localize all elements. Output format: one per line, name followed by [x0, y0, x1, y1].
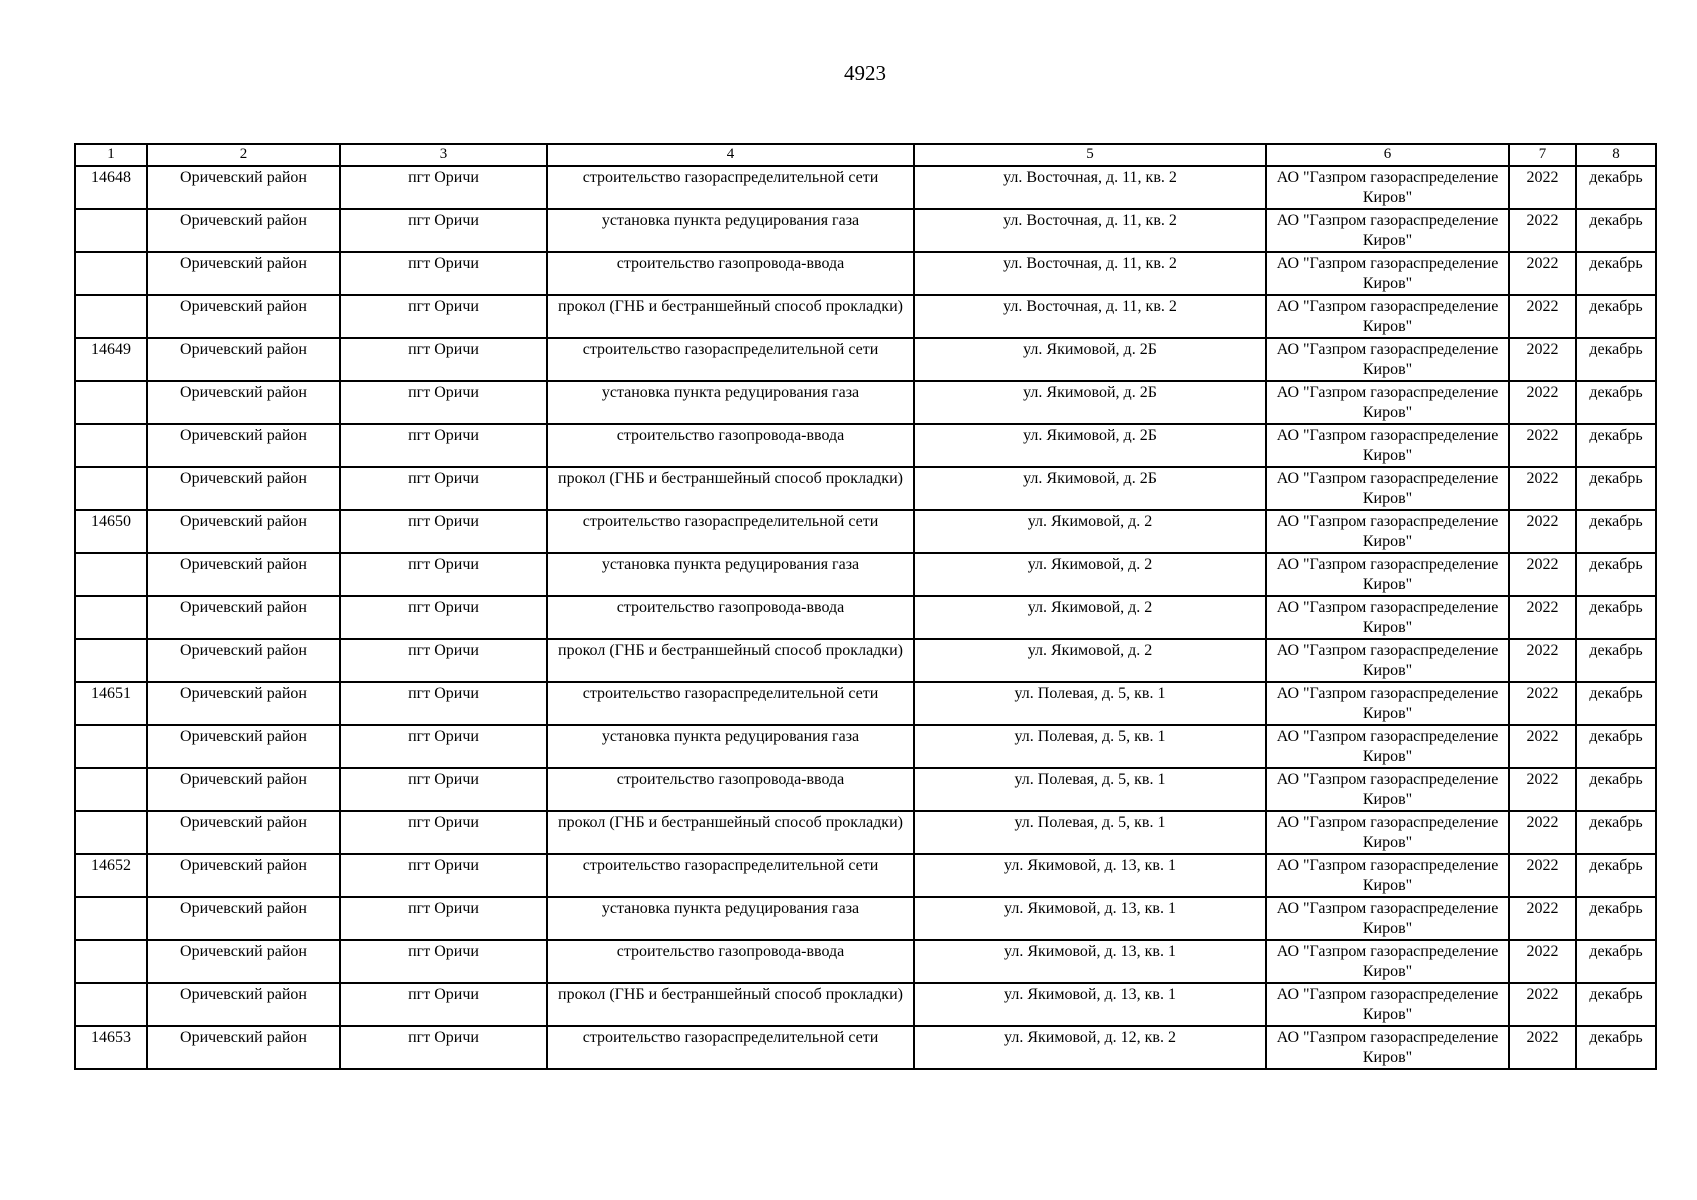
district-cell: Оричевский район — [147, 467, 340, 510]
table-row — [75, 897, 1656, 940]
organization-cell: АО "Газпром газораспределение Киров" — [1266, 682, 1509, 725]
work-type-cell: строительство газопровода-ввода — [547, 596, 914, 639]
organization-cell: АО "Газпром газораспределение Киров" — [1266, 940, 1509, 983]
organization-cell: АО "Газпром газораспределение Киров" — [1266, 811, 1509, 854]
year-cell: 2022 — [1509, 424, 1576, 467]
address-cell: ул. Якимовой, д. 13, кв. 1 — [914, 983, 1266, 1026]
address-cell: ул. Полевая, д. 5, кв. 1 — [914, 811, 1266, 854]
district-cell: Оричевский район — [147, 295, 340, 338]
settlement-cell: пгт Оричи — [340, 940, 547, 983]
settlement-cell: пгт Оричи — [340, 596, 547, 639]
table-row — [75, 596, 1656, 639]
settlement-cell: пгт Оричи — [340, 811, 547, 854]
district-cell: Оричевский район — [147, 940, 340, 983]
address-cell: ул. Якимовой, д. 13, кв. 1 — [914, 854, 1266, 897]
table-row — [75, 209, 1656, 252]
month-cell: декабрь — [1576, 768, 1656, 811]
organization-cell: АО "Газпром газораспределение Киров" — [1266, 166, 1509, 209]
object-number-cell — [75, 639, 147, 682]
address-cell: ул. Якимовой, д. 2Б — [914, 424, 1266, 467]
year-cell: 2022 — [1509, 295, 1576, 338]
settlement-cell: пгт Оричи — [340, 381, 547, 424]
work-type-cell: установка пункта редуцирования газа — [547, 725, 914, 768]
month-cell: декабрь — [1576, 424, 1656, 467]
address-cell: ул. Якимовой, д. 2Б — [914, 381, 1266, 424]
address-cell: ул. Якимовой, д. 2 — [914, 596, 1266, 639]
page-number: 4923 — [844, 61, 886, 85]
settlement-cell: пгт Оричи — [340, 209, 547, 252]
object-number-cell — [75, 381, 147, 424]
district-cell: Оричевский район — [147, 381, 340, 424]
organization-cell: АО "Газпром газораспределение Киров" — [1266, 768, 1509, 811]
work-type-cell: строительство газораспределительной сети — [547, 1026, 914, 1069]
organization-cell: АО "Газпром газораспределение Киров" — [1266, 1026, 1509, 1069]
table-row — [75, 166, 1656, 209]
object-number-cell — [75, 725, 147, 768]
organization-cell: АО "Газпром газораспределение Киров" — [1266, 639, 1509, 682]
district-cell: Оричевский район — [147, 725, 340, 768]
work-type-cell: строительство газораспределительной сети — [547, 682, 914, 725]
column-number-header: 6 — [1266, 144, 1509, 166]
month-cell: декабрь — [1576, 682, 1656, 725]
work-type-cell: прокол (ГНБ и бестраншейный способ прокладки) — [547, 811, 914, 854]
month-cell: декабрь — [1576, 596, 1656, 639]
district-cell: Оричевский район — [147, 983, 340, 1026]
object-number-cell — [75, 209, 147, 252]
organization-cell: АО "Газпром газораспределение Киров" — [1266, 897, 1509, 940]
month-cell: декабрь — [1576, 510, 1656, 553]
address-cell: ул. Якимовой, д. 13, кв. 1 — [914, 940, 1266, 983]
column-number-row — [75, 144, 1656, 166]
organization-cell: АО "Газпром газораспределение Киров" — [1266, 252, 1509, 295]
column-number-header: 5 — [914, 144, 1266, 166]
organization-cell: АО "Газпром газораспределение Киров" — [1266, 338, 1509, 381]
table-row — [75, 811, 1656, 854]
district-cell: Оричевский район — [147, 553, 340, 596]
address-cell: ул. Восточная, д. 11, кв. 2 — [914, 209, 1266, 252]
settlement-cell: пгт Оричи — [340, 1026, 547, 1069]
settlement-cell: пгт Оричи — [340, 424, 547, 467]
district-cell: Оричевский район — [147, 639, 340, 682]
column-number-header: 8 — [1576, 144, 1656, 166]
table-row — [75, 381, 1656, 424]
work-type-cell: строительство газопровода-ввода — [547, 768, 914, 811]
work-type-cell: установка пункта редуцирования газа — [547, 553, 914, 596]
settlement-cell: пгт Оричи — [340, 338, 547, 381]
year-cell: 2022 — [1509, 768, 1576, 811]
address-cell: ул. Полевая, д. 5, кв. 1 — [914, 768, 1266, 811]
column-number-header: 2 — [147, 144, 340, 166]
organization-cell: АО "Газпром газораспределение Киров" — [1266, 596, 1509, 639]
year-cell: 2022 — [1509, 252, 1576, 295]
settlement-cell: пгт Оричи — [340, 854, 547, 897]
organization-cell: АО "Газпром газораспределение Киров" — [1266, 725, 1509, 768]
column-number-header: 4 — [547, 144, 914, 166]
year-cell: 2022 — [1509, 897, 1576, 940]
work-type-cell: строительство газораспределительной сети — [547, 338, 914, 381]
address-cell: ул. Якимовой, д. 2Б — [914, 467, 1266, 510]
settlement-cell: пгт Оричи — [340, 983, 547, 1026]
settlement-cell: пгт Оричи — [340, 510, 547, 553]
address-cell: ул. Полевая, д. 5, кв. 1 — [914, 682, 1266, 725]
district-cell: Оричевский район — [147, 682, 340, 725]
work-type-cell: строительство газораспределительной сети — [547, 510, 914, 553]
settlement-cell: пгт Оричи — [340, 897, 547, 940]
column-number-header: 3 — [340, 144, 547, 166]
year-cell: 2022 — [1509, 1026, 1576, 1069]
object-number-cell: 14652 — [75, 854, 147, 897]
table-row — [75, 295, 1656, 338]
settlement-cell: пгт Оричи — [340, 682, 547, 725]
month-cell: декабрь — [1576, 553, 1656, 596]
table-row — [75, 854, 1656, 897]
object-number-cell — [75, 295, 147, 338]
month-cell: декабрь — [1576, 897, 1656, 940]
work-type-cell: прокол (ГНБ и бестраншейный способ прокладки) — [547, 639, 914, 682]
address-cell: ул. Якимовой, д. 12, кв. 2 — [914, 1026, 1266, 1069]
month-cell: декабрь — [1576, 639, 1656, 682]
address-cell: ул. Якимовой, д. 2 — [914, 553, 1266, 596]
address-cell: ул. Якимовой, д. 13, кв. 1 — [914, 897, 1266, 940]
table-body — [75, 166, 1656, 1069]
month-cell: декабрь — [1576, 295, 1656, 338]
address-cell: ул. Якимовой, д. 2Б — [914, 338, 1266, 381]
work-type-cell: прокол (ГНБ и бестраншейный способ прокладки) — [547, 983, 914, 1026]
work-type-cell: строительство газопровода-ввода — [547, 940, 914, 983]
object-number-cell — [75, 553, 147, 596]
object-number-cell: 14651 — [75, 682, 147, 725]
address-cell: ул. Полевая, д. 5, кв. 1 — [914, 725, 1266, 768]
table-row — [75, 639, 1656, 682]
year-cell: 2022 — [1509, 639, 1576, 682]
work-type-cell: строительство газораспределительной сети — [547, 166, 914, 209]
object-number-cell — [75, 940, 147, 983]
table-row — [75, 1026, 1656, 1069]
district-cell: Оричевский район — [147, 1026, 340, 1069]
object-number-cell — [75, 252, 147, 295]
organization-cell: АО "Газпром газораспределение Киров" — [1266, 295, 1509, 338]
work-type-cell: установка пункта редуцирования газа — [547, 897, 914, 940]
object-number-cell: 14650 — [75, 510, 147, 553]
district-cell: Оричевский район — [147, 596, 340, 639]
work-type-cell: установка пункта редуцирования газа — [547, 209, 914, 252]
month-cell: декабрь — [1576, 983, 1656, 1026]
settlement-cell: пгт Оричи — [340, 768, 547, 811]
district-cell: Оричевский район — [147, 897, 340, 940]
year-cell: 2022 — [1509, 553, 1576, 596]
settlement-cell: пгт Оричи — [340, 252, 547, 295]
object-number-cell — [75, 467, 147, 510]
settlement-cell: пгт Оричи — [340, 166, 547, 209]
year-cell: 2022 — [1509, 166, 1576, 209]
organization-cell: АО "Газпром газораспределение Киров" — [1266, 510, 1509, 553]
address-cell: ул. Восточная, д. 11, кв. 2 — [914, 166, 1266, 209]
work-type-cell: строительство газораспределительной сети — [547, 854, 914, 897]
object-number-cell — [75, 596, 147, 639]
table-row — [75, 682, 1656, 725]
object-number-cell — [75, 897, 147, 940]
month-cell: декабрь — [1576, 338, 1656, 381]
organization-cell: АО "Газпром газораспределение Киров" — [1266, 209, 1509, 252]
work-type-cell: установка пункта редуцирования газа — [547, 381, 914, 424]
object-number-cell — [75, 983, 147, 1026]
settlement-cell: пгт Оричи — [340, 467, 547, 510]
year-cell: 2022 — [1509, 940, 1576, 983]
year-cell: 2022 — [1509, 467, 1576, 510]
month-cell: декабрь — [1576, 725, 1656, 768]
year-cell: 2022 — [1509, 811, 1576, 854]
table-row — [75, 338, 1656, 381]
organization-cell: АО "Газпром газораспределение Киров" — [1266, 381, 1509, 424]
table-row — [75, 983, 1656, 1026]
work-type-cell: строительство газопровода-ввода — [547, 424, 914, 467]
object-number-cell: 14648 — [75, 166, 147, 209]
month-cell: декабрь — [1576, 1026, 1656, 1069]
district-cell: Оричевский район — [147, 209, 340, 252]
object-number-cell: 14653 — [75, 1026, 147, 1069]
year-cell: 2022 — [1509, 983, 1576, 1026]
settlement-cell: пгт Оричи — [340, 295, 547, 338]
month-cell: декабрь — [1576, 209, 1656, 252]
organization-cell: АО "Газпром газораспределение Киров" — [1266, 467, 1509, 510]
table-row — [75, 553, 1656, 596]
address-cell: ул. Восточная, д. 11, кв. 2 — [914, 295, 1266, 338]
address-cell: ул. Восточная, д. 11, кв. 2 — [914, 252, 1266, 295]
work-type-cell: строительство газопровода-ввода — [547, 252, 914, 295]
month-cell: декабрь — [1576, 381, 1656, 424]
settlement-cell: пгт Оричи — [340, 639, 547, 682]
organization-cell: АО "Газпром газораспределение Киров" — [1266, 424, 1509, 467]
address-cell: ул. Якимовой, д. 2 — [914, 510, 1266, 553]
address-cell: ул. Якимовой, д. 2 — [914, 639, 1266, 682]
district-cell: Оричевский район — [147, 166, 340, 209]
organization-cell: АО "Газпром газораспределение Киров" — [1266, 983, 1509, 1026]
organization-cell: АО "Газпром газораспределение Киров" — [1266, 854, 1509, 897]
month-cell: декабрь — [1576, 940, 1656, 983]
district-cell: Оричевский район — [147, 424, 340, 467]
settlement-cell: пгт Оричи — [340, 725, 547, 768]
district-cell: Оричевский район — [147, 768, 340, 811]
object-number-cell: 14649 — [75, 338, 147, 381]
table-row — [75, 467, 1656, 510]
table-row — [75, 510, 1656, 553]
year-cell: 2022 — [1509, 682, 1576, 725]
year-cell: 2022 — [1509, 854, 1576, 897]
year-cell: 2022 — [1509, 510, 1576, 553]
year-cell: 2022 — [1509, 381, 1576, 424]
table-row — [75, 725, 1656, 768]
object-number-cell — [75, 768, 147, 811]
year-cell: 2022 — [1509, 209, 1576, 252]
month-cell: декабрь — [1576, 252, 1656, 295]
object-number-cell — [75, 811, 147, 854]
district-cell: Оричевский район — [147, 854, 340, 897]
table-row — [75, 940, 1656, 983]
gasification-table — [74, 143, 1657, 1070]
month-cell: декабрь — [1576, 854, 1656, 897]
district-cell: Оричевский район — [147, 252, 340, 295]
work-type-cell: прокол (ГНБ и бестраншейный способ прокладки) — [547, 467, 914, 510]
district-cell: Оричевский район — [147, 811, 340, 854]
settlement-cell: пгт Оричи — [340, 553, 547, 596]
month-cell: декабрь — [1576, 467, 1656, 510]
district-cell: Оричевский район — [147, 338, 340, 381]
column-number-header: 1 — [75, 144, 147, 166]
column-number-header: 7 — [1509, 144, 1576, 166]
district-cell: Оричевский район — [147, 510, 340, 553]
work-type-cell: прокол (ГНБ и бестраншейный способ прокладки) — [547, 295, 914, 338]
object-number-cell — [75, 424, 147, 467]
table-row — [75, 252, 1656, 295]
table-row — [75, 424, 1656, 467]
table-row — [75, 768, 1656, 811]
month-cell: декабрь — [1576, 811, 1656, 854]
organization-cell: АО "Газпром газораспределение Киров" — [1266, 553, 1509, 596]
month-cell: декабрь — [1576, 166, 1656, 209]
year-cell: 2022 — [1509, 596, 1576, 639]
year-cell: 2022 — [1509, 338, 1576, 381]
year-cell: 2022 — [1509, 725, 1576, 768]
